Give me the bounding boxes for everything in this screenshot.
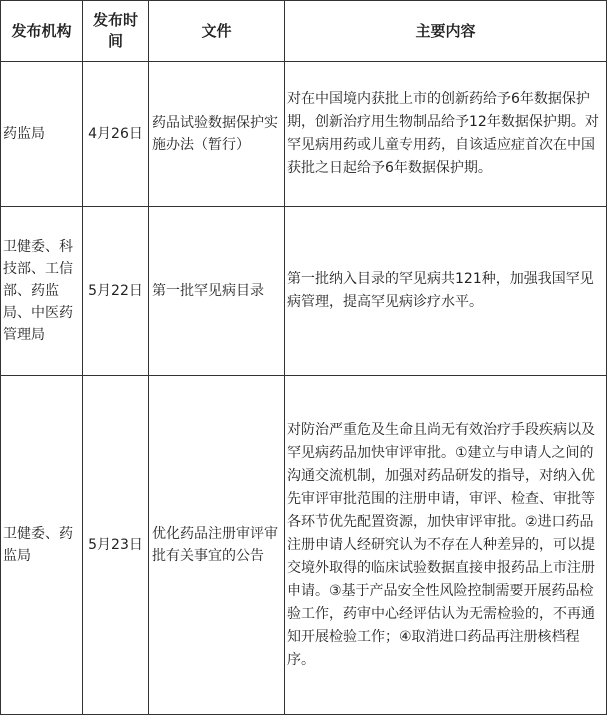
table-row [1, 376, 607, 715]
header-publish-date: 发布时间 [83, 1, 149, 62]
header-main-content: 主要内容 [285, 1, 607, 62]
date-cell: 4月26日 [83, 62, 149, 207]
document-cell: 药品试验数据保护实施办法（暂行） [149, 62, 285, 207]
publisher-cell: 卫健委、科技部、工信部、药监局、中医药管理局 [1, 207, 83, 376]
publisher-cell: 药监局 [1, 62, 83, 207]
date-cell: 5月23日 [83, 376, 149, 715]
header-publisher: 发布机构 [1, 1, 83, 62]
header-document: 文件 [149, 1, 285, 62]
document-cell: 优化药品注册审评审批有关事宜的公告 [149, 376, 285, 715]
content-cell: 第一批纳入目录的罕见病共121种，加强我国罕见病管理，提高罕见病诊疗水平。 [285, 207, 607, 376]
table-header-row [1, 1, 607, 62]
content-cell: 对防治严重危及生命且尚无有效治疗手段疾病以及罕见病药品加快审评审批。①建立与申请人之间的沟通交流机制，加强对药品研发的指导，对纳入优先审评审批范围的注册申请，审评、检查、审批等各环节优先配置资源，加快审评审批。②进口药品注册申请人经研究认为不存在人种差异的，可以提交境外取得的临床试验数据直接申报药品上市注册申请。③基于产品安全性风险控制需要开展药品检验工作，药审中心经评估认为无需检验的，不再通知开展检验工作；④取消进口药品再注册核档程序。 [285, 376, 607, 715]
document-cell: 第一批罕见病目录 [149, 207, 285, 376]
date-cell: 5月22日 [83, 207, 149, 376]
table-row [1, 62, 607, 207]
table-row [1, 207, 607, 376]
publisher-cell: 卫健委、药监局 [1, 376, 83, 715]
content-cell: 对在中国境内获批上市的创新药给予6年数据保护期，创新治疗用生物制品给予12年数据保护期。对罕见病用药或儿童专用药，自该适应症首次在中国获批之日起给予6年数据保护期。 [285, 62, 607, 207]
